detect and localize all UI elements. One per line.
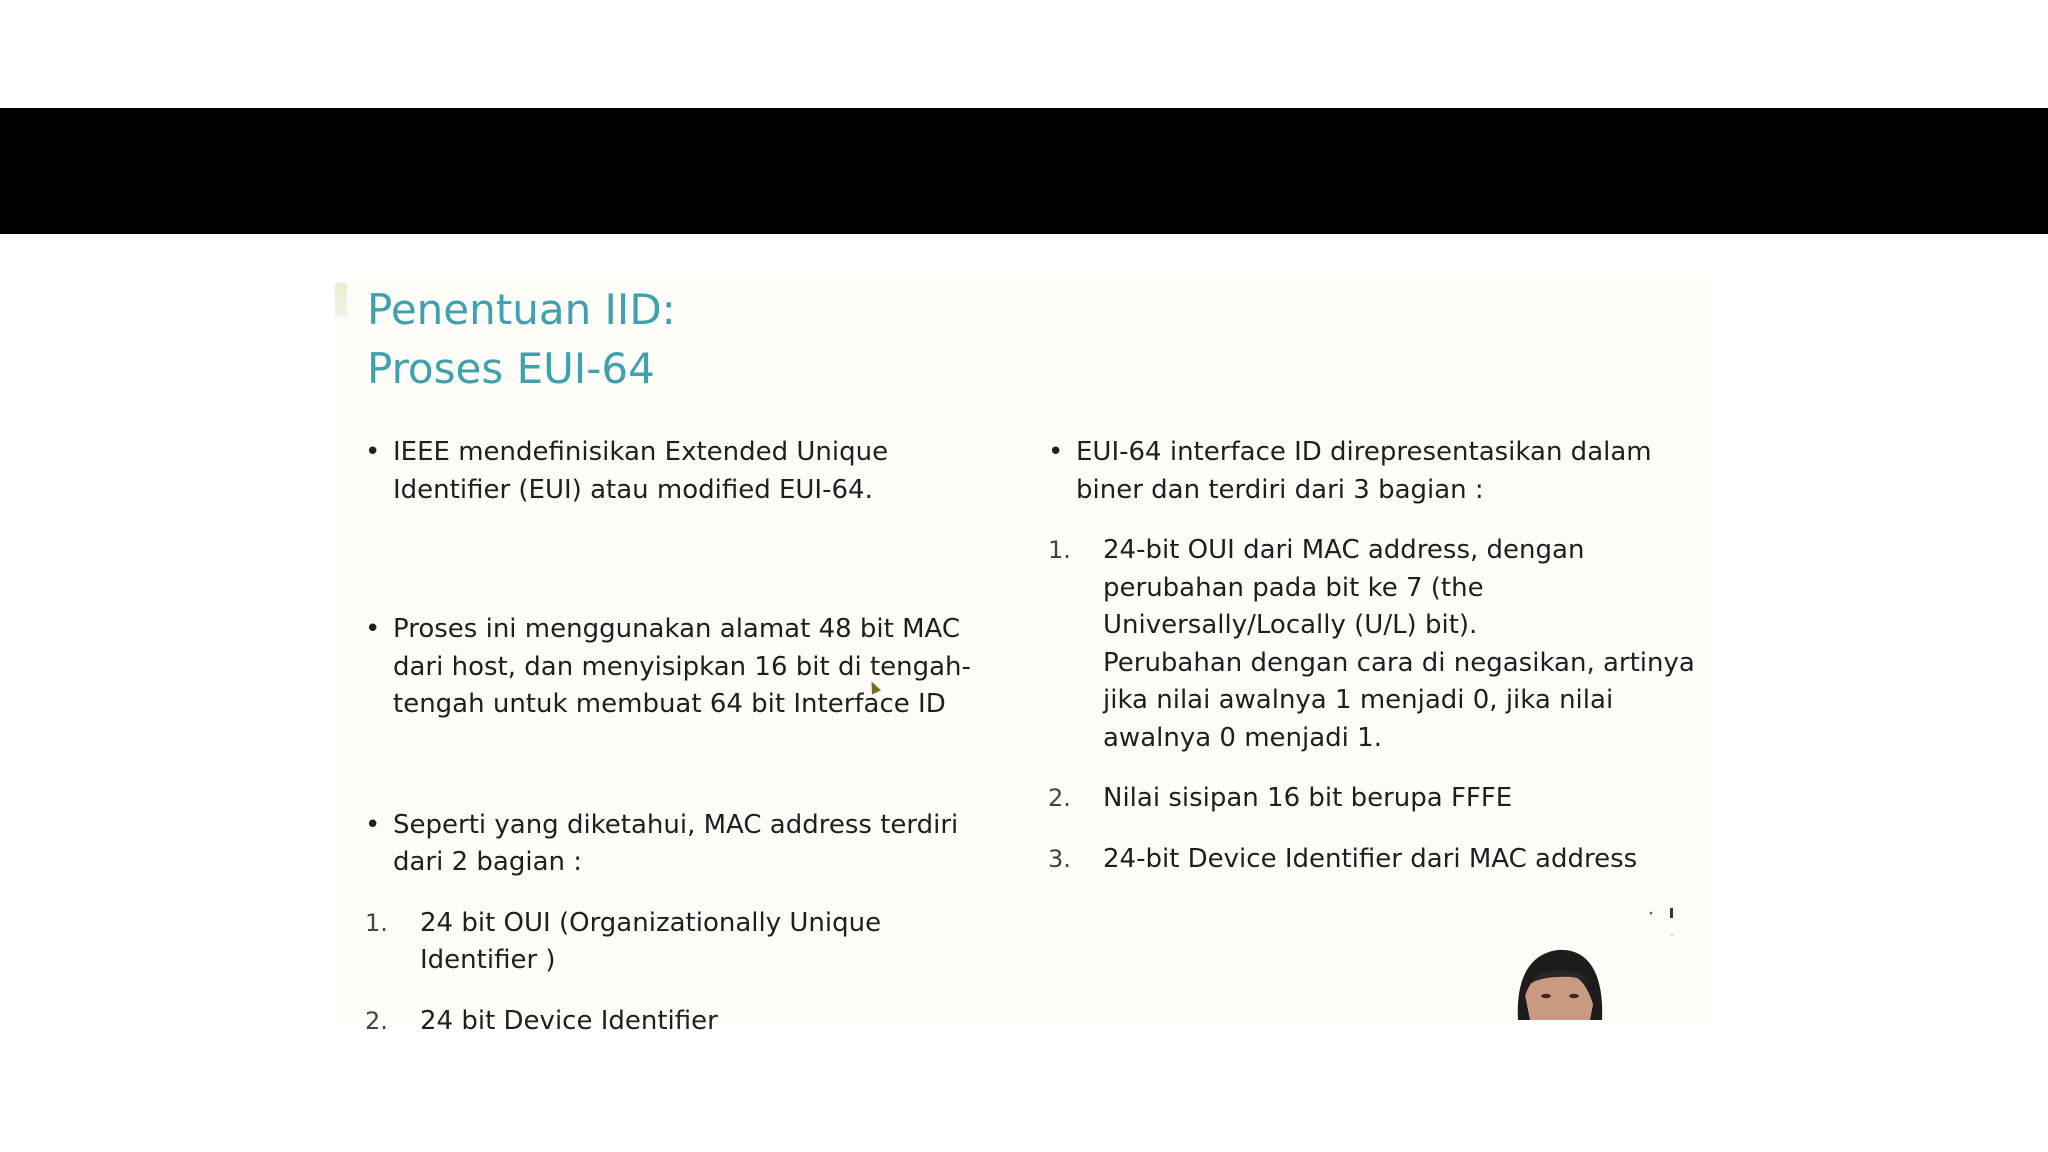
- bullet-item: [365, 611, 1005, 724]
- numbered-item: [365, 905, 1005, 980]
- slide-title-line-1: Penentuan IID:: [367, 285, 676, 334]
- numbered-item: [365, 1003, 1005, 1041]
- bullet-dot: •: [365, 809, 381, 840]
- right-column: [1048, 434, 1698, 901]
- slide-title: [367, 280, 676, 398]
- numbered-item: [1048, 532, 1698, 757]
- item-text: Nilai sisipan 16 bit berupa FFFE: [1103, 783, 1513, 813]
- bullet-text: Proses ini menggunakan alamat 48 bit MAC dari host, dan menyisipkan 16 bit di tengah-tengah untuk membuat 64 bit Interface ID: [393, 614, 971, 719]
- bullet-item: [365, 434, 1005, 509]
- numbered-item: [1048, 841, 1698, 879]
- video-letterbox-bar: [0, 108, 2048, 234]
- item-text: 24 bit OUI (Organizationally Unique Identifier ): [420, 907, 882, 975]
- presenter-webcam: [1512, 944, 1608, 1020]
- bullet-dot: •: [365, 437, 381, 467]
- item-text: 24 bit Device Identifier: [420, 1005, 718, 1036]
- item-number: 3.: [1048, 844, 1071, 873]
- item-text-continued: Perubahan dengan cara di negasikan, artinya jika nilai awalnya 1 menjadi 0, jika nilai awalnya 0 menjadi 1.: [1103, 647, 1695, 753]
- numbered-item: [1048, 780, 1698, 818]
- bullet-text: IEEE mendefinisikan Extended Unique Identifier (EUI) atau modified EUI-64.: [393, 437, 889, 505]
- left-column: [365, 434, 1005, 1063]
- item-text: 24-bit Device Identifier dari MAC address: [1103, 843, 1638, 874]
- item-number: 1.: [1048, 536, 1071, 564]
- bullet-dot: •: [1048, 437, 1064, 467]
- stray-marks: [1648, 905, 1678, 945]
- presenter-avatar-icon: [1512, 944, 1608, 1020]
- item-text: 24-bit OUI dari MAC address, dengan perubahan pada bit ke 7 (the Universally/Locally (U/L) bit).: [1103, 535, 1585, 640]
- title-accent-mark: [335, 283, 347, 317]
- bullet-item: [1048, 434, 1698, 509]
- item-number: 1.: [365, 908, 388, 937]
- bullet-item: [365, 807, 1005, 882]
- slide-title-line-2: Proses EUI-64: [367, 344, 655, 393]
- item-number: 2.: [365, 1006, 388, 1035]
- bullet-dot: •: [365, 614, 381, 644]
- item-number: 2.: [1048, 784, 1071, 812]
- bullet-text: Seperti yang diketahui, MAC address terdiri dari 2 bagian :: [393, 809, 959, 877]
- bullet-text: EUI-64 interface ID direpresentasikan dalam biner dan terdiri dari 3 bagian :: [1076, 437, 1652, 505]
